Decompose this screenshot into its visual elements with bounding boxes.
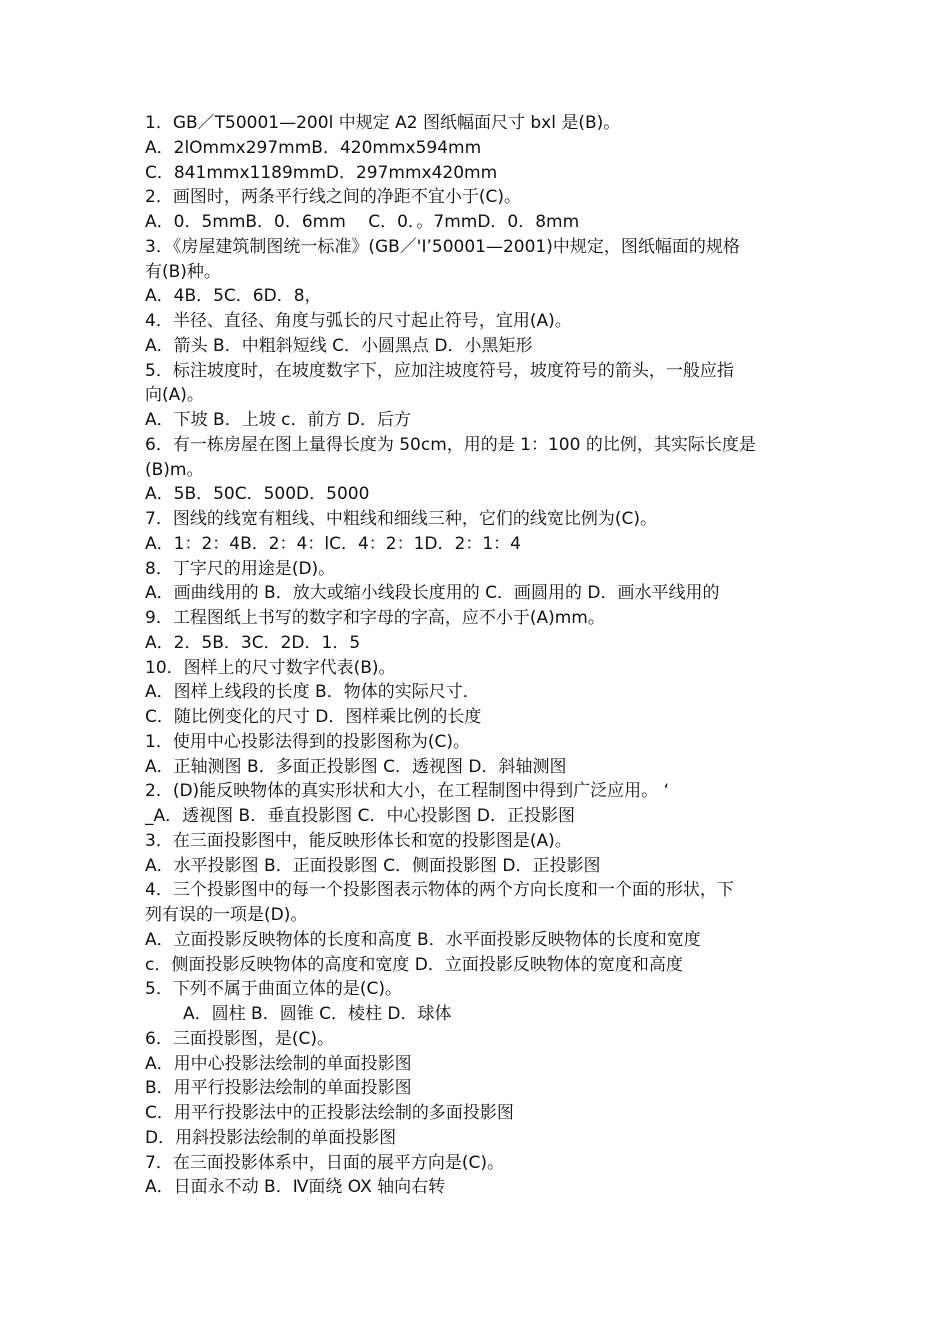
section2-question-4-options-ab: A．立面投影反映物体的长度和高度 B．水平面投影反映物体的长度和宽度 xyxy=(145,929,701,950)
section2-question-4-options-cd: c．侧面投影反映物体的高度和宽度 D．立面投影反映物体的宽度和高度 xyxy=(145,954,683,975)
section2-question-6-option-c: C．用平行投影法中的正投影法绘制的多面投影图 xyxy=(145,1103,514,1123)
question-7-options: A．1：2：4B．2：4：lC．4：2：1D．2：1：4 xyxy=(145,533,521,554)
question-7-stem: 7．图线的线宽有粗线、中粗线和细线三种，它们的线宽比例为(C)。 xyxy=(145,509,657,529)
question-8-stem: 8．丁字尺的用途是(D)。 xyxy=(145,558,336,579)
question-10-options-cd: C．随比例变化的尺寸 D．图样乘比例的长度 xyxy=(145,707,482,727)
section2-question-3-stem: 3．在三面投影图中，能反映形体长和宽的投影图是(A)。 xyxy=(145,830,572,851)
question-4-options: A．箭头 B．中粗斜短线 C．小圆黑点 D．小黑矩形 xyxy=(145,335,533,356)
question-9-stem: 9．工程图纸上书写的数字和字母的字高，应不小于(A)mm。 xyxy=(145,608,605,628)
section2-question-2-stem: 2．(D)能反映物体的真实形状和大小，在工程制图中得到广泛应用。 ‘ xyxy=(145,781,669,802)
section2-question-7-stem: 7．在三面投影体系中，日面的展平方向是(C)。 xyxy=(145,1152,504,1173)
question-5-options: A．下坡 B．上坡 c．前方 D．后方 xyxy=(145,410,411,430)
question-10-stem: 10．图样上的尺寸数字代表(B)。 xyxy=(145,657,396,678)
section2-question-6-option-d: D．用斜投影法绘制的单面投影图 xyxy=(145,1127,397,1148)
section2-question-6-option-b: B．用平行投影法绘制的单面投影图 xyxy=(145,1078,412,1099)
question-10-options-ab: A．图样上线段的长度 B．物体的实际尺寸． xyxy=(145,682,480,703)
section2-question-6-option-a: A．用中心投影法绘制的单面投影图 xyxy=(145,1053,412,1074)
question-5-stem-cont: 向(A)。 xyxy=(145,385,204,406)
question-2-stem: 2．画图时，两条平行线之间的净距不宜小于(C)。 xyxy=(145,187,521,208)
question-6-stem: 6．有一栋房屋在图上量得长度为 50cm，用的是 1：100 的比例，其实际长度是 xyxy=(145,434,756,455)
question-1-stem: 1．GB／T50001—200l 中规定 A2 图纸幅面尺寸 bxl 是(B)。 xyxy=(145,113,621,133)
question-9-options: A．2．5B．3C．2D．1．5 xyxy=(145,632,361,653)
section2-question-5-options: A．圆柱 B．圆锥 C．棱柱 D．球体 xyxy=(183,1004,452,1024)
section2-question-4-stem: 4．三个投影图中的每一个投影图表示物体的两个方向长度和一个面的形状，下 xyxy=(145,880,734,901)
question-6-stem-cont: (B)m。 xyxy=(145,459,204,480)
question-6-options: A．5B．50C．500D．5000 xyxy=(145,484,370,505)
question-4-stem: 4．半径、直径、角度与弧长的尺寸起止符号，宜用(A)。 xyxy=(145,311,572,331)
question-1-options-ab: A．2lOmmx297mmB．420mmx594mm xyxy=(145,137,482,158)
question-5-stem: 5．标注坡度时，在坡度数字下，应加注坡度符号，坡度符号的箭头，一般应指 xyxy=(145,360,734,381)
section2-question-1-stem: 1．使用中心投影法得到的投影图称为(C)。 xyxy=(145,731,470,752)
document-body xyxy=(145,111,810,1200)
section2-question-2-options: _A．透视图 B．垂直投影图 C．中心投影图 D．正投影图 xyxy=(145,806,575,826)
section2-question-4-stem-cont: 列有误的一项是(D)。 xyxy=(145,905,308,925)
question-2-options: A．0．5mmB．0．6mm C．0．。7mmD．0．8mm xyxy=(145,212,580,232)
section2-question-5-stem: 5．下列不属于曲面立体的是(C)。 xyxy=(145,979,402,1000)
section2-question-1-options: A．正轴测图 B．多面正投影图 C．透视图 D．斜轴测图 xyxy=(145,756,567,777)
question-8-options: A．画曲线用的 B．放大或缩小线段长度用的 C．画圆用的 D．画水平线用的 xyxy=(145,583,720,604)
question-1-options-cd: C．841mmx1189mmD．297mmx420mm xyxy=(145,162,498,183)
section2-question-7-options: A．日面永不动 B．Ⅳ面绕 OX 轴向右转 xyxy=(145,1177,446,1198)
section2-question-6-stem: 6．三面投影图，是(C)。 xyxy=(145,1028,334,1049)
question-3-stem-cont: 有(B)种。 xyxy=(145,261,221,282)
question-3-stem: 3．《房屋建筑制图统一标准》(GB／'I’50001—2001)中规定，图纸幅面的规格 xyxy=(145,236,740,257)
question-3-options: A．4B．5C．6D．8， xyxy=(145,286,322,307)
section2-question-3-options: A．水平投影图 B．正面投影图 C．侧面投影图 D．正投影图 xyxy=(145,855,601,876)
